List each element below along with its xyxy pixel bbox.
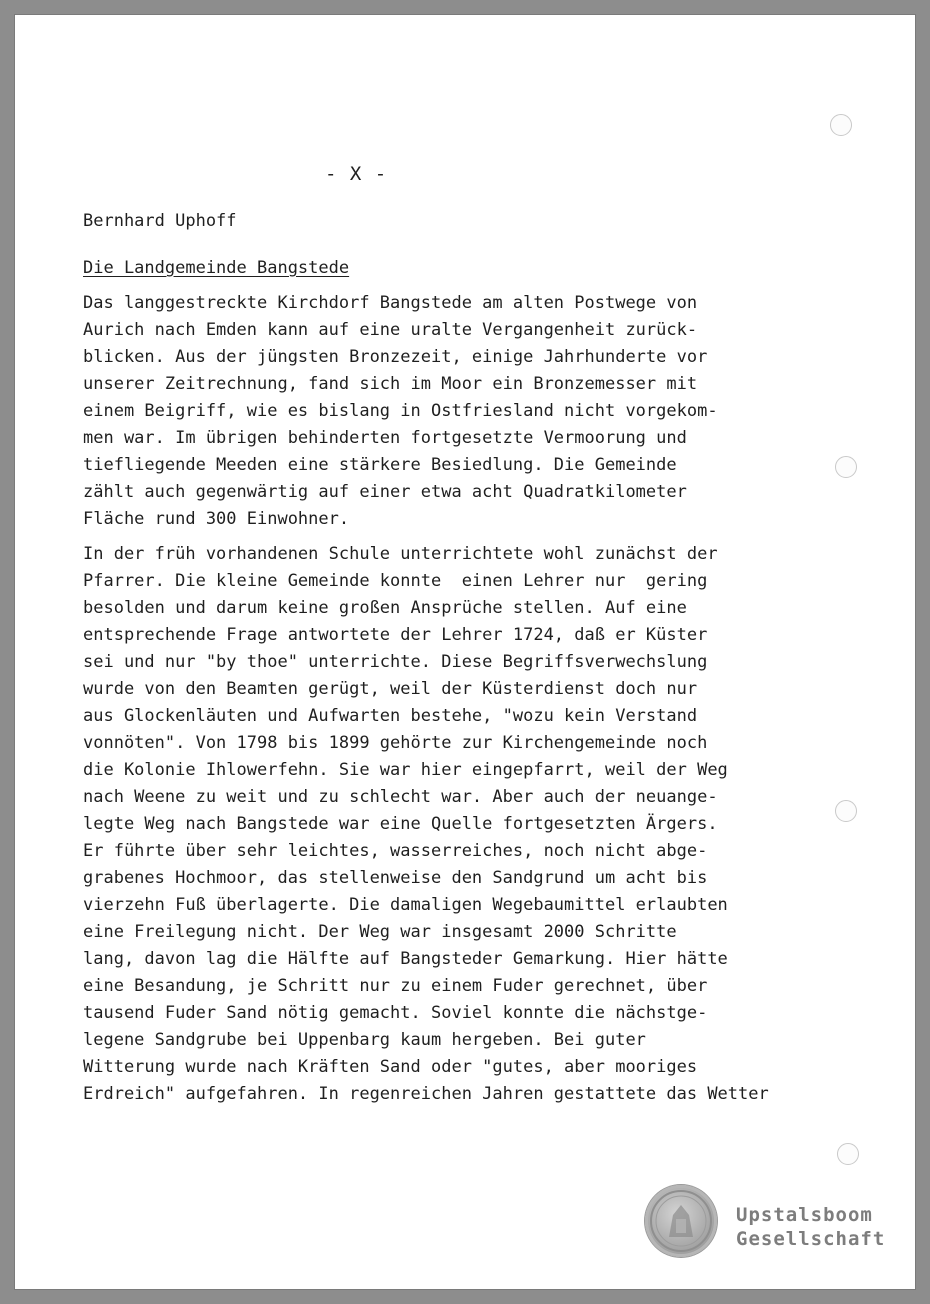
text-line: eine Besandung, je Schritt nur zu einem Fuder gerechnet, über [83, 976, 708, 996]
text-line: tiefliegende Meeden eine stärkere Besiedlung. Die Gemeinde [83, 455, 677, 475]
watermark-line: Upstalsboom [736, 1204, 873, 1226]
text-line: Fläche rund 300 Einwohner. [83, 509, 350, 529]
page-number: - X - [325, 163, 388, 185]
article-title: Die Landgemeinde Bangstede [83, 258, 350, 278]
text-line: entsprechende Frage antwortete der Lehrer 1724, daß er Küster [83, 625, 708, 645]
text-line: tausend Fuder Sand nötig gemacht. Soviel konnte die nächstge- [83, 1003, 708, 1023]
punch-hole [830, 114, 852, 136]
text-line: wurde von den Beamten gerügt, weil der Küsterdienst doch nur [83, 679, 698, 699]
document-page [15, 15, 915, 1289]
watermark-logo-text [736, 1203, 885, 1251]
text-line: grabenes Hochmoor, das stellenweise den Sandgrund um acht bis [83, 868, 708, 888]
text-line: In der früh vorhandenen Schule unterrichtete wohl zunächst der [83, 544, 718, 564]
paragraph-1 [83, 290, 718, 533]
text-line: zählt auch gegenwärtig auf einer etwa acht Quadratkilometer [83, 482, 687, 502]
text-line: Das langgestreckte Kirchdorf Bangstede am alten Postwege von [83, 293, 698, 313]
text-line: aus Glockenläuten und Aufwarten bestehe, "wozu kein Verstand [83, 706, 698, 726]
text-line: einem Beigriff, wie es bislang in Ostfriesland nicht vorgekom- [83, 401, 718, 421]
text-line: Er führte über sehr leichtes, wasserreiches, noch nicht abge- [83, 841, 708, 861]
watermark-line: Gesellschaft [736, 1228, 886, 1250]
text-line: besolden und darum keine großen Ansprüche stellen. Auf eine [83, 598, 687, 618]
text-line: nach Weene zu weit und zu schlecht war. Aber auch der neuange- [83, 787, 718, 807]
text-line: sei und nur "by thoe" unterrichte. Diese Begriffsverwechslung [83, 652, 708, 672]
text-line: die Kolonie Ihlowerfehn. Sie war hier eingepfarrt, weil der Weg [83, 760, 728, 780]
text-line: Erdreich" aufgefahren. In regenreichen Jahren gestattete das Wetter [83, 1084, 769, 1104]
paragraph-2 [83, 541, 769, 1108]
text-line: unserer Zeitrechnung, fand sich im Moor ein Bronzemesser mit [83, 374, 698, 394]
text-line: men war. Im übrigen behinderten fortgesetzte Vermoorung und [83, 428, 687, 448]
author-name: Bernhard Uphoff [83, 211, 237, 231]
text-line: eine Freilegung nicht. Der Weg war insgesamt 2000 Schritte [83, 922, 677, 942]
society-seal-icon [645, 1185, 717, 1257]
text-line: vonnöten". Von 1798 bis 1899 gehörte zur Kirchengemeinde noch [83, 733, 708, 753]
punch-hole [835, 456, 857, 478]
text-line: Aurich nach Emden kann auf eine uralte Vergangenheit zurück- [83, 320, 698, 340]
text-line: Pfarrer. Die kleine Gemeinde konnte einen Lehrer nur gering [83, 571, 708, 591]
text-line: lang, davon lag die Hälfte auf Bangsteder Gemarkung. Hier hätte [83, 949, 728, 969]
text-line: Witterung wurde nach Kräften Sand oder "gutes, aber mooriges [83, 1057, 698, 1077]
punch-hole [837, 1143, 859, 1165]
text-line: legte Weg nach Bangstede war eine Quelle fortgesetzten Ärgers. [83, 814, 718, 834]
text-line: blicken. Aus der jüngsten Bronzezeit, einige Jahrhunderte vor [83, 347, 708, 367]
text-line: vierzehn Fuß überlagerte. Die damaligen Wegebaumittel erlaubten [83, 895, 728, 915]
text-line: legene Sandgrube bei Uppenbarg kaum hergeben. Bei guter [83, 1030, 646, 1050]
punch-hole [835, 800, 857, 822]
